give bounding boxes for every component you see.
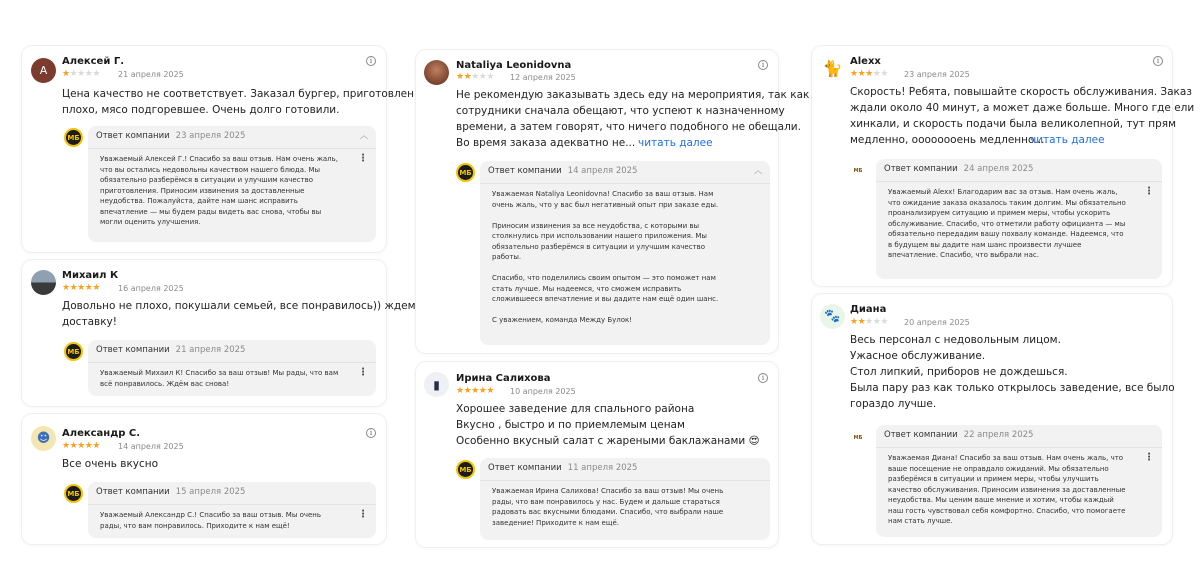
reply-date: 15 апреля 2025 bbox=[175, 487, 246, 497]
review-date: 14 апреля 2025 bbox=[118, 442, 184, 451]
text-line: Уважаемый Александр С.! Спасибо за ваш отзыв. Мы очень bbox=[100, 511, 321, 519]
reply-date: 23 апреля 2025 bbox=[175, 131, 246, 141]
reply-header[interactable] bbox=[488, 166, 637, 176]
reply-text bbox=[888, 453, 1126, 527]
rating-stars bbox=[850, 317, 888, 327]
company-logo-icon: МБ bbox=[64, 342, 83, 361]
text-line: неудобства. Пожалуйста, дайте нам шанс исправить bbox=[100, 197, 298, 205]
company-logo-icon bbox=[848, 432, 868, 445]
review-card bbox=[22, 260, 416, 406]
review-author[interactable]: Nataliya Leonidovna bbox=[456, 60, 572, 71]
text-line: впечатление. Спасибо, что выбрали нас. bbox=[888, 251, 1039, 259]
reply-date: 24 апреля 2025 bbox=[963, 164, 1034, 174]
company-reply bbox=[876, 159, 1162, 279]
star-filled-icon: ★ bbox=[463, 72, 472, 82]
avatar[interactable] bbox=[31, 426, 56, 451]
star-empty-icon: ★ bbox=[69, 69, 78, 79]
text-line: обязательно разберёмся в ситуации и улучшим качество bbox=[100, 176, 314, 184]
company-logo-icon: МБ bbox=[456, 460, 475, 479]
star-empty-icon: ★ bbox=[872, 69, 881, 79]
text-line: Была пару раз как только открылось заведение, все было bbox=[850, 382, 1175, 394]
star-filled-icon: ★ bbox=[456, 386, 464, 396]
star-empty-icon: ★ bbox=[486, 72, 494, 82]
text-line: разберёмся в ситуации и примем меры, чтобы улучшить bbox=[888, 475, 1099, 483]
star-filled-icon: ★ bbox=[77, 283, 85, 293]
info-icon[interactable]: i bbox=[758, 373, 768, 383]
more-options-icon[interactable]: ⋮ bbox=[1144, 452, 1154, 463]
review-text bbox=[62, 456, 158, 472]
text-line: Цена качество не соответствует. Заказал бургер, приготовлен bbox=[62, 88, 414, 100]
reply-label: Ответ компании bbox=[96, 487, 170, 497]
text-line: Во время заказа адекватно не... bbox=[456, 137, 636, 149]
rating-stars bbox=[62, 283, 100, 293]
reply-header[interactable] bbox=[96, 487, 245, 497]
text-line: очень жаль, что у вас был негативный опыт при заказе еды. bbox=[492, 200, 719, 209]
review-text bbox=[456, 401, 760, 449]
star-empty-icon: ★ bbox=[77, 69, 85, 79]
more-options-icon[interactable]: ⋮ bbox=[358, 367, 368, 378]
read-more-link[interactable]: читать далее bbox=[1030, 134, 1105, 146]
review-author[interactable]: Ирина Салихова bbox=[456, 373, 551, 384]
review-card bbox=[416, 50, 810, 353]
text-line: Уважаемая Ирина Салихова! Спасибо за ваш отзыв! Мы очень bbox=[492, 487, 724, 495]
review-author[interactable]: Диана bbox=[850, 304, 887, 315]
text-line: работы. bbox=[492, 253, 522, 261]
reply-date: 11 апреля 2025 bbox=[567, 463, 638, 473]
text-line: доставку! bbox=[62, 316, 117, 328]
company-reply bbox=[88, 126, 376, 242]
review-text bbox=[456, 87, 809, 151]
info-icon[interactable]: i bbox=[366, 56, 376, 66]
text-line: Скорость! Ребята, повышайте скорость обслуживания. Заказ bbox=[850, 86, 1192, 98]
star-filled-icon: ★ bbox=[69, 441, 78, 451]
rating-stars bbox=[62, 441, 100, 451]
reply-header[interactable] bbox=[96, 131, 245, 141]
review-card bbox=[812, 294, 1175, 544]
reply-header[interactable] bbox=[488, 463, 637, 473]
pet-avatar-icon: 🐾 bbox=[824, 309, 841, 324]
reply-label: Ответ компании bbox=[96, 345, 170, 355]
reply-date: 21 апреля 2025 bbox=[175, 345, 246, 355]
company-reply bbox=[480, 161, 770, 345]
star-filled-icon: ★ bbox=[850, 317, 858, 327]
company-logo-icon: МБ bbox=[64, 128, 83, 147]
star-filled-icon: ★ bbox=[92, 283, 100, 293]
info-icon[interactable]: i bbox=[366, 428, 376, 438]
company-logo-icon: МБ bbox=[64, 484, 83, 503]
star-filled-icon: ★ bbox=[62, 69, 70, 79]
star-empty-icon: ★ bbox=[92, 69, 100, 79]
text-line: Стол липкий, приборов не дождешься. bbox=[850, 366, 1068, 378]
bottles-avatar-icon: ▮ bbox=[433, 377, 440, 392]
avatar[interactable] bbox=[820, 304, 845, 329]
reply-label: Ответ компании bbox=[96, 131, 170, 141]
star-filled-icon: ★ bbox=[478, 386, 487, 396]
divider bbox=[480, 183, 770, 184]
text-line: заведение! Приходите к нам ещё. bbox=[492, 518, 619, 527]
text-line: С уважением, команда Между Булок! bbox=[492, 316, 633, 324]
text-line: Спасибо, что поделились своим опытом — это поможет нам bbox=[492, 274, 716, 282]
text-line: ваше посещение не оправдало ожиданий. Мы обязательно bbox=[888, 464, 1109, 473]
robot-avatar-icon: ☻ bbox=[36, 431, 51, 446]
info-icon[interactable]: i bbox=[1153, 56, 1163, 66]
star-filled-icon: ★ bbox=[62, 283, 70, 293]
divider bbox=[88, 362, 376, 363]
company-reply bbox=[88, 482, 376, 538]
text-line: рады, что вам понравилось. Приходите к нам ещё! bbox=[100, 521, 290, 530]
star-filled-icon: ★ bbox=[463, 386, 472, 396]
text-line: гораздо лучше. bbox=[850, 398, 937, 410]
logo-text: МБ bbox=[853, 435, 863, 441]
star-empty-icon: ★ bbox=[84, 69, 93, 79]
text-line: обязательно разберёмся в ситуации и улучшим качество bbox=[492, 242, 706, 251]
review-text bbox=[62, 298, 416, 330]
text-line: впечатление — мы будем рады видеть вас снова, чтобы вы bbox=[100, 207, 322, 216]
star-filled-icon: ★ bbox=[62, 441, 70, 451]
star-filled-icon: ★ bbox=[857, 317, 866, 327]
star-empty-icon: ★ bbox=[478, 72, 487, 82]
star-filled-icon: ★ bbox=[77, 441, 85, 451]
text-line: Приносим извинения за все неудобства, с которыми вы bbox=[492, 221, 700, 230]
review-date: 23 апреля 2025 bbox=[904, 70, 970, 79]
star-empty-icon: ★ bbox=[880, 317, 888, 327]
divider bbox=[88, 504, 376, 505]
avatar[interactable] bbox=[31, 270, 56, 295]
text-line: сотрудники сначала обещают, что успеют к назначенному bbox=[456, 105, 785, 117]
review-text bbox=[62, 86, 414, 118]
text-line: хинкали, и скорость подачи была великолепной, тут прям bbox=[850, 118, 1177, 130]
cat-avatar-icon: 🐈 bbox=[822, 59, 843, 78]
text-line: обслуживание. Спасибо, что отметили работу официанта — мы bbox=[888, 219, 1126, 228]
rating-stars bbox=[456, 386, 494, 396]
star-filled-icon: ★ bbox=[84, 283, 93, 293]
avatar[interactable] bbox=[31, 58, 56, 83]
reply-header[interactable] bbox=[884, 430, 1033, 440]
star-filled-icon: ★ bbox=[69, 283, 78, 293]
reply-label: Ответ компании bbox=[884, 430, 958, 440]
review-date: 16 апреля 2025 bbox=[118, 284, 184, 293]
text-line: Хорошее заведение для спального района bbox=[456, 403, 695, 415]
text-line: Особенно вкусный салат с жареными баклажанами 😍 bbox=[456, 435, 760, 447]
text-line: что вы остались недовольны качеством нашего блюда. Мы bbox=[100, 165, 321, 174]
avatar[interactable] bbox=[820, 56, 845, 81]
text-line: проанализируем ситуацию и примем меры, чтобы ускорить bbox=[888, 209, 1111, 217]
text-line: качество обслуживания. Приносим извинения за доставленные bbox=[888, 485, 1126, 494]
text-line: обязательно передадим вашу похвалу команде. Надеемся, что bbox=[888, 230, 1124, 238]
reply-label: Ответ компании bbox=[488, 463, 562, 473]
avatar-letter: А bbox=[39, 64, 48, 77]
star-filled-icon: ★ bbox=[486, 386, 494, 396]
star-filled-icon: ★ bbox=[84, 441, 93, 451]
rating-stars bbox=[62, 69, 100, 79]
chevron-up-icon[interactable]: ︿ bbox=[360, 131, 368, 140]
divider bbox=[876, 447, 1162, 448]
reply-header[interactable] bbox=[96, 345, 245, 355]
review-text bbox=[850, 84, 1194, 148]
read-more-link[interactable]: читать далее bbox=[638, 137, 713, 149]
reply-label: Ответ компании bbox=[884, 164, 958, 174]
review-card bbox=[416, 362, 778, 547]
star-filled-icon: ★ bbox=[850, 69, 858, 79]
company-reply bbox=[88, 340, 376, 396]
review-author[interactable]: Михаил К bbox=[62, 270, 119, 281]
review-card bbox=[22, 46, 414, 252]
review-date: 21 апреля 2025 bbox=[118, 70, 184, 79]
review-text bbox=[850, 332, 1175, 412]
text-line: могли оценить улучшения. bbox=[100, 218, 201, 226]
star-empty-icon: ★ bbox=[872, 317, 881, 327]
more-options-icon[interactable]: ⋮ bbox=[358, 509, 368, 520]
star-filled-icon: ★ bbox=[865, 69, 873, 79]
text-line: плохо, мясо подгоревшее. Очень долго готовили. bbox=[62, 104, 340, 116]
chevron-up-icon[interactable]: ︿ bbox=[754, 166, 762, 175]
text-line: времени, а затем говорят, что ничего подобного не обещали. bbox=[456, 121, 801, 133]
text-line: радовать вас вкусными блюдами. Спасибо, что выбрали наше bbox=[492, 508, 724, 516]
text-line: Уважаемая Nataliya Leonidovna! Спасибо за ваш отзыв. Нам bbox=[492, 190, 714, 198]
divider bbox=[480, 480, 770, 481]
text-line: сложившееся впечатление и вы дадите нам ещё один шанс. bbox=[492, 295, 719, 303]
star-empty-icon: ★ bbox=[471, 72, 479, 82]
star-filled-icon: ★ bbox=[456, 72, 464, 82]
company-reply bbox=[876, 425, 1162, 537]
reply-text bbox=[888, 187, 1126, 261]
more-options-icon[interactable]: ⋮ bbox=[1144, 186, 1154, 197]
review-card bbox=[22, 414, 386, 544]
text-line: неудобства. Мы ценим ваше мнение и хотим, чтобы каждый bbox=[888, 496, 1114, 504]
text-line: наш гость чувствовал себя комфортно. Спасибо, что помогаете bbox=[888, 506, 1126, 515]
text-line: столкнулись при использовании нашего приложения. Мы bbox=[492, 232, 707, 240]
logo-text: МБ bbox=[853, 168, 863, 174]
more-options-icon[interactable]: ⋮ bbox=[358, 153, 368, 164]
reply-date: 14 апреля 2025 bbox=[567, 166, 638, 176]
text-line: Весь персонал с недовольным лицом. bbox=[850, 334, 1061, 346]
avatar[interactable] bbox=[424, 372, 449, 397]
text-line: стать лучше. Мы надеемся, что сможем исправить bbox=[492, 284, 682, 293]
text-line: в будущем вы дадите нам шанс произвести лучшее bbox=[888, 240, 1082, 249]
text-line: Ужасное обслуживание. bbox=[850, 350, 986, 362]
text-line: медленно, оооооооень медленно.... bbox=[850, 134, 1048, 146]
reply-header[interactable] bbox=[884, 164, 1033, 174]
review-author[interactable]: Alexx bbox=[850, 56, 881, 67]
divider bbox=[876, 181, 1162, 182]
text-line: рады, что вам понравилось у нас. Будем и дальше стараться bbox=[492, 497, 720, 506]
star-filled-icon: ★ bbox=[857, 69, 866, 79]
text-line: всё понравилось. Ждём вас снова! bbox=[100, 379, 230, 388]
reply-text bbox=[492, 486, 723, 528]
review-date: 10 апреля 2025 bbox=[510, 387, 576, 396]
review-date: 20 апреля 2025 bbox=[904, 318, 970, 327]
company-reply bbox=[480, 458, 770, 540]
review-card bbox=[812, 46, 1195, 286]
reply-date: 22 апреля 2025 bbox=[963, 430, 1034, 440]
text-line: нам стать лучше. bbox=[888, 517, 953, 525]
rating-stars bbox=[850, 69, 888, 79]
info-icon[interactable]: i bbox=[758, 60, 768, 70]
text-line: Довольно не плохо, покушали семьей, все понравилось)) ждем bbox=[62, 300, 416, 312]
review-author[interactable]: Александр С. bbox=[62, 428, 141, 439]
avatar[interactable] bbox=[424, 60, 449, 85]
review-author[interactable]: Алексей Г. bbox=[62, 56, 125, 67]
text-line: Уважаемый Alexx! Благодарим вас за отзыв. Нам очень жаль, bbox=[888, 188, 1118, 196]
text-line: Уважаемый Алексей Г.! Спасибо за ваш отзыв. Нам очень жаль, bbox=[100, 155, 338, 163]
company-logo-icon bbox=[848, 165, 868, 178]
reply-text bbox=[100, 154, 338, 228]
star-empty-icon: ★ bbox=[865, 317, 873, 327]
text-line: Уважаемый Михаил К! Спасибо за ваш отзыв! Мы рады, что вам bbox=[100, 369, 339, 377]
text-line: что ожидание заказа оказалось таким долгим. Мы обязательно bbox=[888, 198, 1126, 207]
reply-text bbox=[100, 510, 321, 531]
text-line: ждали около 40 минут, а может даже больше. Много где ели bbox=[850, 102, 1195, 114]
text-line: Вкусно , быстро и по приемлемым ценам bbox=[456, 419, 685, 431]
star-filled-icon: ★ bbox=[92, 441, 100, 451]
divider bbox=[88, 148, 376, 149]
review-date: 12 апреля 2025 bbox=[510, 73, 576, 82]
text-line: Все очень вкусно bbox=[62, 458, 159, 470]
company-logo-icon: МБ bbox=[456, 163, 475, 182]
reply-text bbox=[100, 368, 338, 389]
reply-text bbox=[492, 189, 718, 326]
text-line: приготовления. Приносим извинения за доставленные bbox=[100, 186, 305, 195]
text-line: Уважаемая Диана! Спасибо за ваш отзыв. Нам очень жаль, что bbox=[888, 454, 1124, 462]
star-empty-icon: ★ bbox=[880, 69, 888, 79]
rating-stars bbox=[456, 72, 494, 82]
star-filled-icon: ★ bbox=[471, 386, 479, 396]
text-line: Не рекомендую заказывать здесь еду на мероприятия, так как bbox=[456, 89, 810, 101]
reply-label: Ответ компании bbox=[488, 166, 562, 176]
